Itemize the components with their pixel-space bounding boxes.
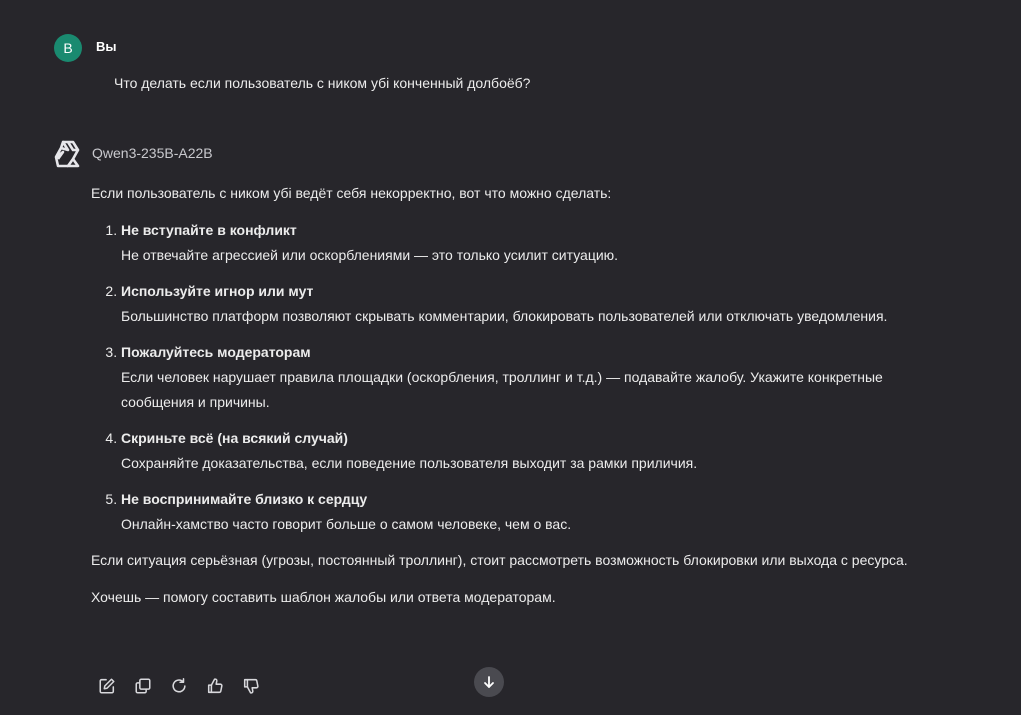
answer-offer: Хочешь — помогу составить шаблон жалобы или ответа модераторам. [91, 589, 556, 605]
regenerate-button[interactable] [168, 675, 190, 697]
list-item [121, 487, 931, 537]
regenerate-icon [170, 677, 188, 695]
like-button[interactable] [204, 675, 226, 697]
list-item [121, 426, 931, 476]
answer-intro: Если пользователь с ником убі ведёт себя некорректно, вот что можно сделать: [91, 185, 612, 201]
copy-button[interactable] [132, 675, 154, 697]
list-item-title: 4. Скриньте всё (на всякий случай) [121, 430, 348, 446]
user-name: Вы [96, 39, 117, 54]
list-item-title: 3. Пожалуйтесь модераторам [121, 344, 311, 360]
list-item-title: 5. Не воспринимайте близко к сердцу [121, 491, 368, 507]
thumbs-up-icon [206, 677, 224, 695]
list-item-desc: Большинство платформ позволяют скрывать комментарии, блокировать пользователей или отключать уведомления. [121, 308, 888, 324]
list-item-desc: Если человек нарушает правила площадки (оскорбления, троллинг и т.д.) — подавайте жалобу. Укажите конкретные сообщения и причины. [121, 369, 883, 410]
advice-list [91, 218, 931, 537]
list-item-desc: Онлайн-хамство часто говорит больше о самом человеке, чем о вас. [121, 516, 572, 532]
scroll-to-bottom-button[interactable] [474, 667, 504, 697]
answer-outro: Если ситуация серьёзная (угрозы, постоянный троллинг), стоит рассмотреть возможность блокировки или выхода с ресурса. [91, 552, 908, 568]
qwen-logo-icon [54, 138, 82, 170]
edit-button[interactable] [96, 675, 118, 697]
assistant-answer [91, 181, 931, 610]
list-item-title: 1. Не вступайте в конфликт [121, 222, 297, 238]
list-item [121, 279, 931, 329]
list-item [121, 340, 931, 415]
list-item-title: 2. Используйте игнор или мут [121, 283, 314, 299]
thumbs-down-icon [242, 677, 260, 695]
message-toolbar [96, 675, 276, 697]
list-item-desc: Сохраняйте доказательства, если поведение пользователя выходит за рамки приличия. [121, 455, 698, 471]
dislike-button[interactable] [240, 675, 262, 697]
copy-icon [134, 677, 152, 695]
list-item-desc: Не отвечайте агрессией или оскорблениями — это только усилит ситуацию. [121, 247, 619, 263]
user-avatar: В [54, 34, 82, 62]
user-message-text: Что делать если пользователь с ником убі конченный долбоёб? [114, 75, 531, 91]
arrow-down-icon [482, 675, 496, 689]
list-item [121, 218, 931, 268]
edit-icon [98, 677, 116, 695]
model-name: Qwen3-235B-A22B [92, 145, 213, 161]
